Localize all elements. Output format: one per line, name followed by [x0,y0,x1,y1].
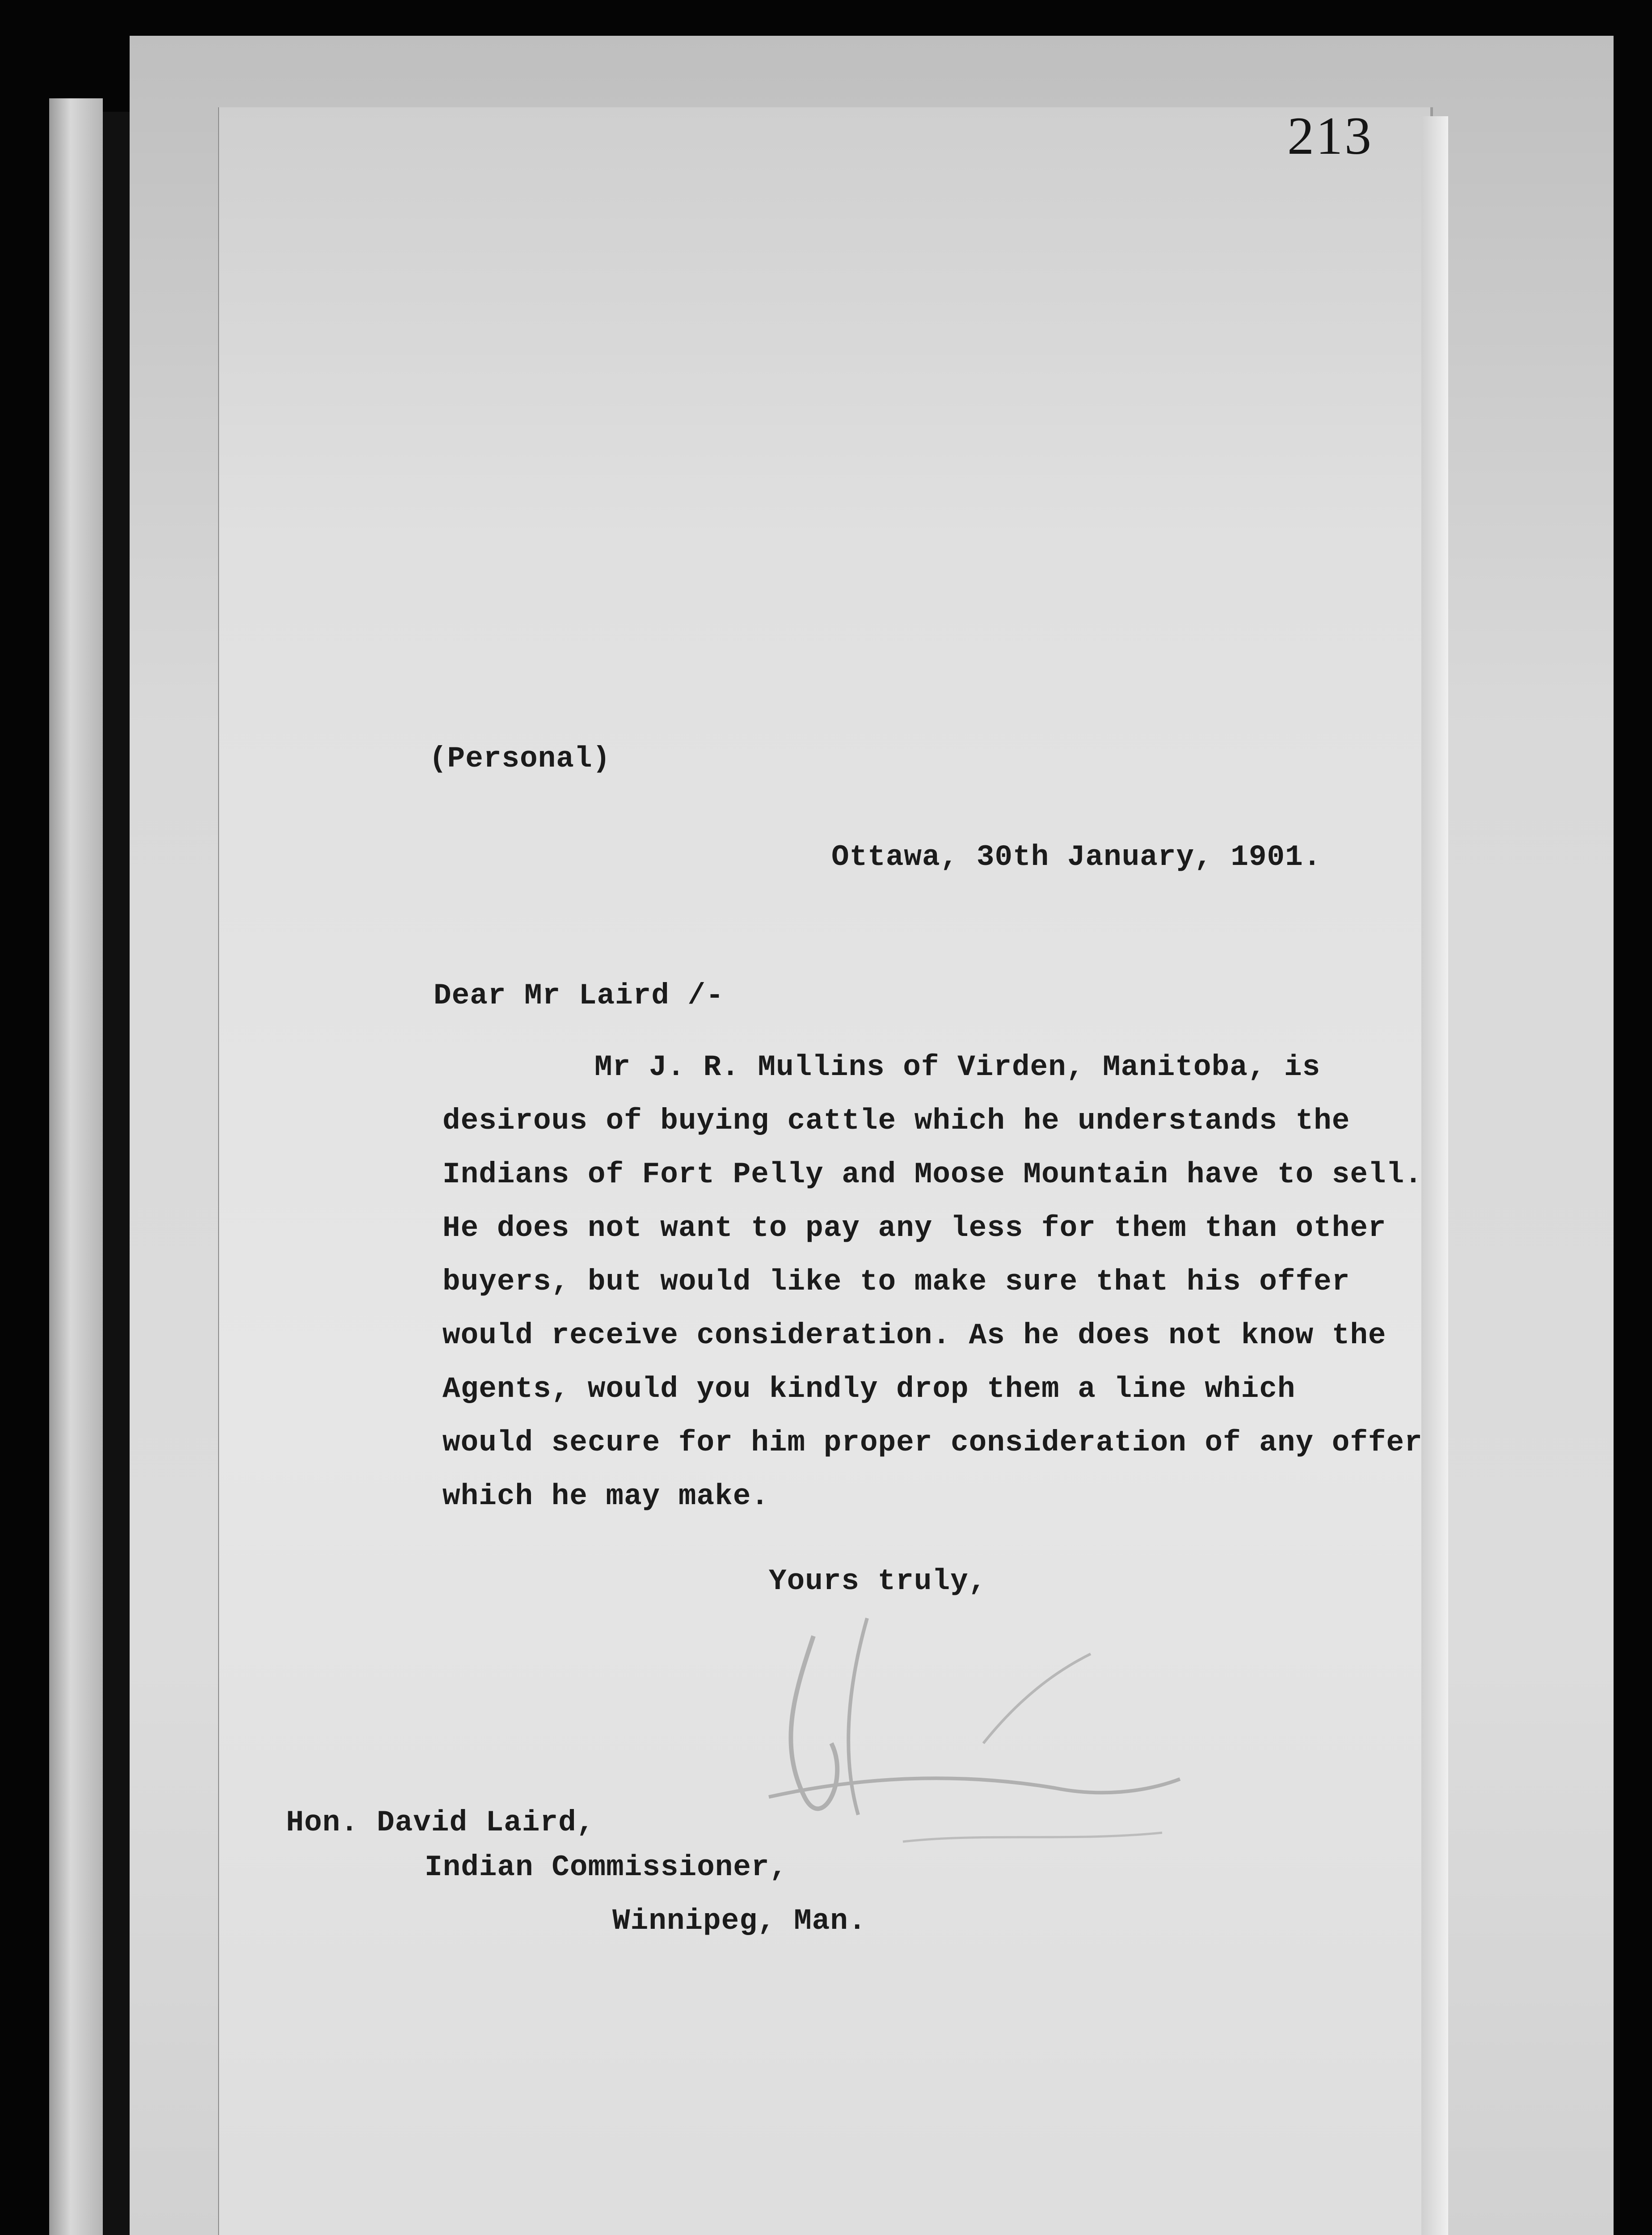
dateline: Ottawa, 30th January, 1901. [831,840,1322,874]
body-line: which he may make. [442,1480,769,1513]
body-line: Mr J. R. Mullins of Virden, Manitoba, is [594,1050,1321,1084]
body-line: Indians of Fort Pelly and Moose Mountain have to sell. [442,1158,1423,1191]
page-number: 213 [1287,106,1373,165]
body-line: would secure for him proper consideration of any offer [442,1426,1423,1459]
body-line: buyers, but would like to make sure that his offer [442,1265,1350,1299]
page-edge [1421,116,1448,2235]
addressee-title: Indian Commissioner, [425,1851,788,1884]
body-line: He does not want to pay any less for them than other [442,1211,1386,1245]
addressee-name: Hon. David Laird, [286,1806,595,1839]
addressee-location: Winnipeg, Man. [612,1904,867,1938]
salutation: Dear Mr Laird /- [434,979,724,1012]
signature-mark [715,1609,1207,1877]
body-line: would receive consideration. As he does not know the [442,1319,1386,1352]
body-line: Agents, would you kindly drop them a line which [442,1372,1296,1406]
body-line: desirous of buying cattle which he understands the [442,1104,1350,1138]
personal-marking: (Personal) [429,742,611,776]
film-strip-shadow [103,112,130,2235]
closing: Yours truly, [769,1564,987,1598]
film-strip-edge [49,98,103,2235]
